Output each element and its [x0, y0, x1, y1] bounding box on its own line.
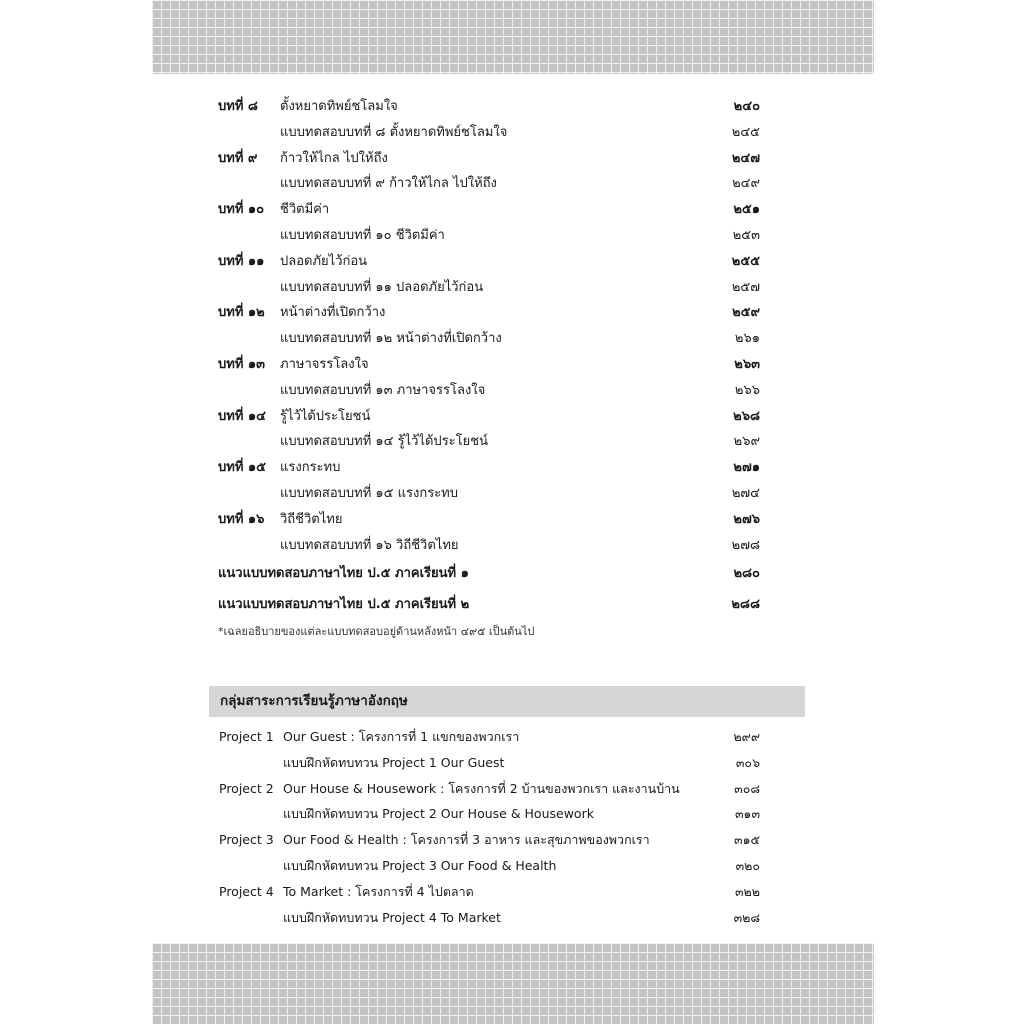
page-number: ๓๑๓	[734, 806, 760, 822]
exam-title: แนวแบบทดสอบภาษาไทย ป.๕ ภาคเรียนที่ ๑	[218, 566, 469, 582]
page-number: ๒๗๔	[731, 485, 760, 501]
test-title: แบบทดสอบบทที่ ๑๖ วิถีชีวิตไทย	[280, 537, 459, 553]
chapter-label: บทที่ ๑๔	[218, 408, 267, 424]
toc-entry[interactable]	[218, 249, 760, 275]
chapter-title: ชีวิตมีค่า	[280, 202, 330, 218]
page-number: ๒๔๐	[733, 99, 760, 114]
page-number: ๒๙๙	[733, 729, 760, 744]
toc-test-entry[interactable]	[218, 533, 760, 559]
chapter-label: บทที่ ๑๖	[218, 511, 265, 527]
exercise-title: แบบฝึกหัดทบทวน Project 1 Our Guest	[283, 754, 505, 770]
test-title: แบบทดสอบบทที่ ๑๓ ภาษาจรรโลงใจ	[280, 382, 486, 398]
project-entry[interactable]	[219, 879, 760, 905]
chapter-label: บทที่ ๑๒	[218, 305, 265, 321]
page-number: ๒๖๙	[733, 434, 760, 450]
exam-title: แนวแบบทดสอบภาษาไทย ป.๕ ภาคเรียนที่ ๒	[218, 597, 470, 613]
project-title: Our Guest : โครงการที่ 1 แขกของพวกเรา	[283, 729, 520, 744]
page-number: ๓๒๘	[733, 909, 760, 925]
page-number: ๓๒๐	[735, 857, 760, 873]
test-title: แบบทดสอบบทที่ ๑๒ หน้าต่างที่เปิดกว้าง	[280, 331, 502, 347]
page-number: ๒๕๑	[733, 202, 760, 218]
page-number: ๒๔๕	[731, 124, 760, 140]
toc-test-entry[interactable]	[218, 120, 760, 146]
toc-entry[interactable]	[218, 455, 760, 481]
test-title: แบบทดสอบบทที่ ๑๑ ปลอดภัยไว้ก่อน	[280, 279, 484, 295]
page-number: ๒๔๙	[732, 176, 760, 192]
test-title: แบบทดสอบบทที่ ๑๐ ชีวิตมีค่า	[280, 227, 445, 243]
page-number: ๒๘๘	[731, 597, 760, 613]
page-number: ๒๕๙	[732, 305, 760, 321]
page-number: ๒๖๑	[734, 331, 760, 347]
test-title: แบบทดสอบบทที่ ๑๕ แรงกระทบ	[280, 485, 459, 501]
chapter-label: บทที่ ๑๕	[218, 460, 267, 476]
page-number: ๒๔๗	[731, 150, 760, 166]
project-label: Project 2	[219, 780, 274, 796]
chapter-label: บทที่ ๙	[218, 150, 258, 166]
chapter-title: ภาษาจรรโลงใจ	[280, 356, 369, 372]
section-title: กลุ่มสาระการเรียนรู้ภาษาอังกฤษ	[220, 693, 408, 709]
page-number: ๒๖๖	[734, 382, 760, 398]
chapter-title: รู้ไว้ได้ประโยชน์	[280, 408, 371, 424]
project-entry[interactable]	[219, 776, 760, 802]
project-label: Project 1	[219, 729, 274, 744]
decorative-grid-bottom	[152, 943, 874, 1024]
page-number: ๒๕๕	[731, 253, 760, 269]
chapter-title: วิถีชีวิตไทย	[280, 511, 343, 527]
exercise-entry[interactable]	[219, 750, 760, 776]
toc-test-entry[interactable]	[218, 171, 760, 197]
chapter-label: บทที่ ๑๐	[218, 202, 265, 218]
project-title: Our House & Housework : โครงการที่ 2 บ้านของพวกเรา และงานบ้าน	[283, 780, 680, 796]
project-label: Project 4	[219, 883, 274, 899]
page-number: ๓๐๖	[735, 754, 760, 770]
section-header-english	[209, 686, 805, 717]
page-number: ๓๐๘	[734, 780, 760, 796]
exercise-title: แบบฝึกหัดทบทวน Project 4 To Market	[283, 909, 501, 925]
toc-test-entry[interactable]	[218, 378, 760, 404]
page-number: ๒๗๘	[731, 537, 760, 553]
toc-entry[interactable]	[218, 300, 760, 326]
test-title: แบบทดสอบบทที่ ๙ ก้าวให้ไกล ไปให้ถึง	[280, 176, 497, 192]
exercise-entry[interactable]	[219, 905, 760, 931]
english-toc	[219, 724, 760, 930]
toc-entry[interactable]	[218, 352, 760, 378]
exam-entry[interactable]	[218, 589, 760, 620]
chapter-label: บทที่ ๑๓	[218, 356, 266, 372]
project-title: Our Food & Health : โครงการที่ 3 อาหาร และสุขภาพของพวกเรา	[283, 832, 650, 848]
chapter-label: บทที่ ๑๑	[218, 253, 265, 269]
exam-entry[interactable]	[218, 558, 760, 589]
page-number: ๒๗๑	[733, 460, 760, 476]
page-number: ๒๘๐	[733, 566, 760, 582]
toc-test-entry[interactable]	[218, 481, 760, 507]
test-title: แบบทดสอบบทที่ ๑๔ รู้ไว้ได้ประโยชน์	[280, 434, 488, 450]
toc-entry[interactable]	[218, 146, 760, 172]
exercise-title: แบบฝึกหัดทบทวน Project 2 Our House & Housework	[283, 806, 594, 822]
toc-entry[interactable]	[218, 404, 760, 430]
project-title: To Market : โครงการที่ 4 ไปตลาด	[283, 883, 474, 899]
chapter-title: ตั้งหยาดทิพย์ชโลมใจ	[280, 99, 398, 114]
toc-test-entry[interactable]	[218, 223, 760, 249]
toc-test-entry[interactable]	[218, 326, 760, 352]
test-title: แบบทดสอบบทที่ ๘ ตั้งหยาดทิพย์ชโลมใจ	[280, 124, 508, 140]
toc-entry[interactable]	[218, 507, 760, 533]
page-number: ๒๖๘	[733, 408, 760, 424]
toc-entry[interactable]	[218, 94, 760, 120]
page-number: ๓๒๒	[734, 883, 760, 899]
thai-toc	[218, 94, 760, 620]
page-number: ๒๗๖	[733, 511, 760, 527]
page-number: ๒๕๗	[731, 279, 760, 295]
exercise-entry[interactable]	[219, 853, 760, 879]
chapter-label: บทที่ ๘	[218, 99, 258, 114]
page-number: ๓๑๕	[734, 832, 760, 848]
chapter-title: ปลอดภัยไว้ก่อน	[280, 253, 368, 269]
page-number: ๒๕๓	[732, 227, 760, 243]
project-entry[interactable]	[219, 827, 760, 853]
toc-entry[interactable]	[218, 197, 760, 223]
page-number: ๒๖๓	[734, 356, 760, 372]
project-entry[interactable]	[219, 724, 760, 750]
exercise-entry[interactable]	[219, 801, 760, 827]
chapter-title: หน้าต่างที่เปิดกว้าง	[280, 305, 386, 321]
footnote: *เฉลยอธิบายของแต่ละแบบทดสอบอยู่ด้านหลังหน้า ๔๙๕ เป็นต้นไป	[218, 625, 535, 638]
chapter-title: ก้าวให้ไกล ไปให้ถึง	[280, 150, 388, 166]
toc-test-entry[interactable]	[218, 275, 760, 301]
chapter-title: แรงกระทบ	[280, 460, 341, 476]
project-label: Project 3	[219, 832, 274, 848]
decorative-grid-top	[152, 0, 874, 74]
exercise-title: แบบฝึกหัดทบทวน Project 3 Our Food & Health	[283, 857, 557, 873]
toc-test-entry[interactable]	[218, 429, 760, 455]
